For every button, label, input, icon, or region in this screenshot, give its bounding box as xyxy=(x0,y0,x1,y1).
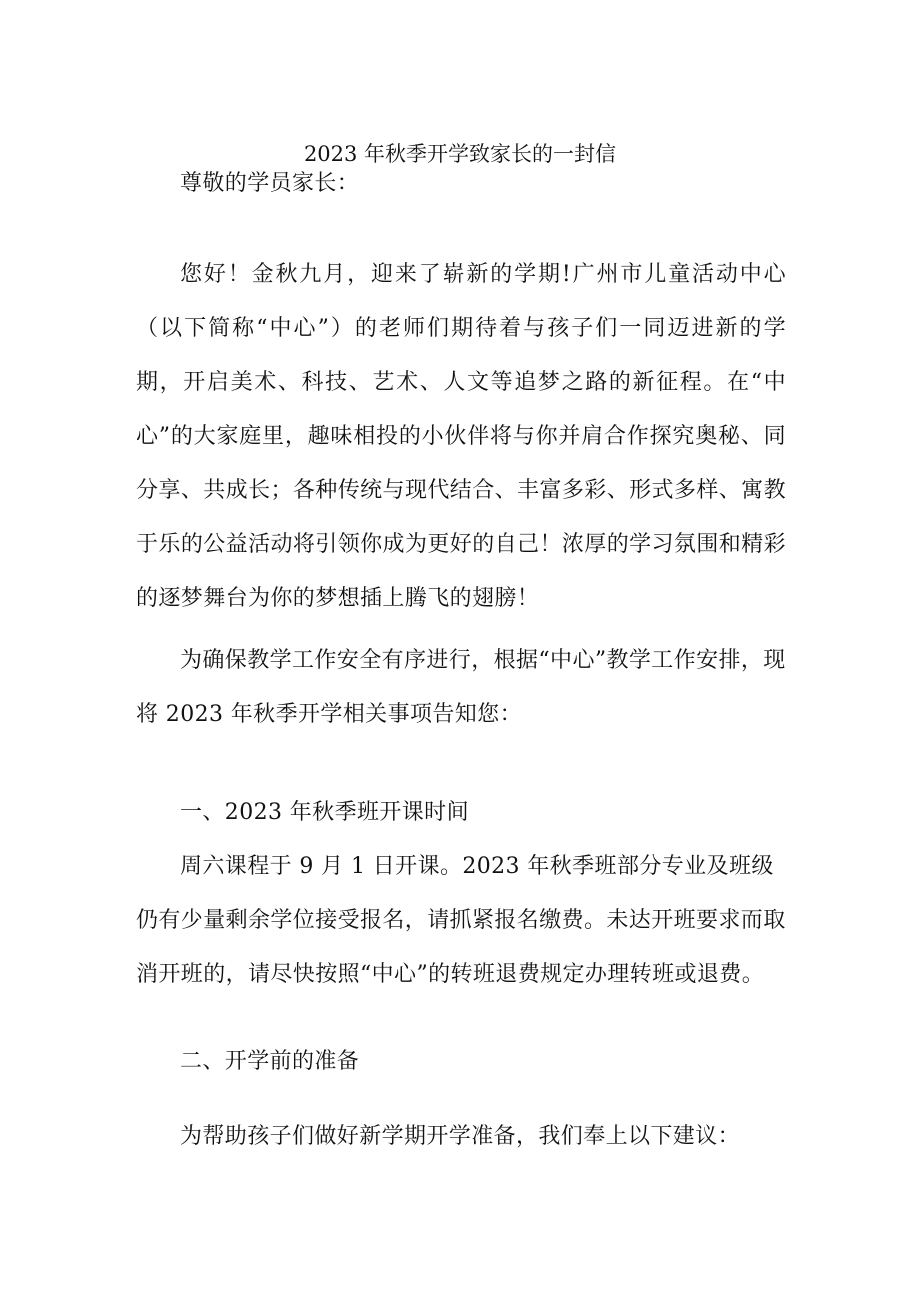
section-body-1: 周六课程于 9 月 1 日开课。2023 年秋季班部分专业及班级仍有少量剩余学位接受报名，请抓紧报名缴费。未达开班要求而取消开班的，请尽快按照“中心”的转班退费规定办理转班或退费。 xyxy=(136,854,786,987)
paragraph-intro: 您好！金秋九月，迎来了崭新的学期!广州市儿童活动中心（以下简称“中心”）的老师们期待着与孩子们一同迈进新的学期，开启美术、科技、艺术、人文等追梦之路的新征程。在“中心”的大家庭里，趣味相投的小伙伴将与你并肩合作探究奥秘、同分享、共成长；各种传统与现代结合、丰富多彩、形式多样、寓教于乐的公益活动将引领你成为更好的自己！浓厚的学习氛围和精彩的逐梦舞台为你的梦想插上腾飞的翅膀！ xyxy=(136,262,786,611)
document-title: 2023 年秋季开学致家长的一封信 xyxy=(303,142,617,166)
salutation: 尊敬的学员家长： xyxy=(180,171,360,196)
section-heading-2: 二、开学前的准备 xyxy=(180,1049,360,1074)
paragraph-notice: 为确保教学工作安全有序进行，根据“中心”教学工作安排，现将 2023 年秋季开学相关事项告知您： xyxy=(136,648,786,727)
section-heading-1: 一、2023 年秋季班开课时间 xyxy=(180,800,469,825)
section-body-2: 为帮助孩子们做好新学期开学准备，我们奉上以下建议： xyxy=(180,1124,741,1149)
